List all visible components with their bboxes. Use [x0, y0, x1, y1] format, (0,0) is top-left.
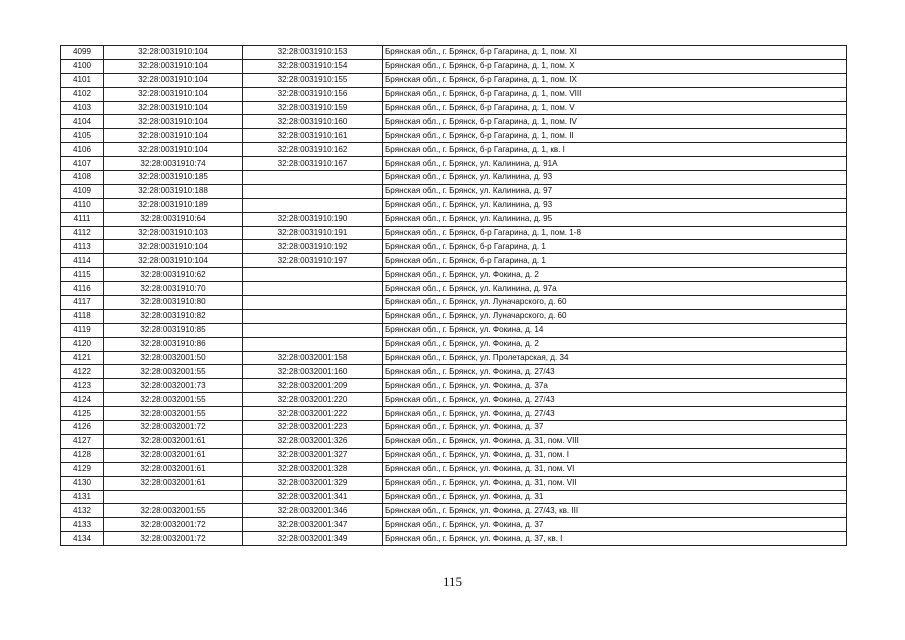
- row-number-cell: 4130: [61, 476, 104, 490]
- address-cell: Брянская обл., г. Брянск, б-р Гагарина, д. 1, пом. X: [383, 59, 847, 73]
- address-cell: Брянская обл., г. Брянск, ул. Калинина, д. 97а: [383, 282, 847, 296]
- table-row: [61, 143, 847, 157]
- parent-cadastral-number-cell: 32:28:0032001:55: [104, 504, 243, 518]
- parent-cadastral-number-cell: 32:28:0031910:104: [104, 101, 243, 115]
- row-number-cell: 4101: [61, 73, 104, 87]
- address-cell: Брянская обл., г. Брянск, б-р Гагарина, д. 1, пом. IV: [383, 115, 847, 129]
- address-cell: Брянская обл., г. Брянск, ул. Пролетарская, д. 34: [383, 351, 847, 365]
- address-cell: Брянская обл., г. Брянск, б-р Гагарина, д. 1, пом. XI: [383, 46, 847, 60]
- address-cell: Брянская обл., г. Брянск, ул. Фокина, д. 37: [383, 421, 847, 435]
- row-number-cell: 4126: [61, 421, 104, 435]
- address-cell: Брянская обл., г. Брянск, ул. Калинина, д. 93: [383, 171, 847, 185]
- parent-cadastral-number-cell: 32:28:0031910:62: [104, 268, 243, 282]
- address-cell: Брянская обл., г. Брянск, ул. Калинина, д. 95: [383, 212, 847, 226]
- table-row: [61, 434, 847, 448]
- cadastral-number-cell: 32:28:0031910:161: [243, 129, 383, 143]
- table-body: [61, 46, 847, 546]
- address-cell: Брянская обл., г. Брянск, б-р Гагарина, д. 1: [383, 240, 847, 254]
- cadastral-number-cell: 32:28:0032001:223: [243, 421, 383, 435]
- parent-cadastral-number-cell: 32:28:0032001:61: [104, 448, 243, 462]
- row-number-cell: 4133: [61, 518, 104, 532]
- cadastral-number-cell: 32:28:0031910:156: [243, 87, 383, 101]
- address-cell: Брянская обл., г. Брянск, ул. Луначарского, д. 60: [383, 309, 847, 323]
- row-number-cell: 4114: [61, 254, 104, 268]
- table-row: [61, 171, 847, 185]
- address-cell: Брянская обл., г. Брянск, б-р Гагарина, д. 1, пом. II: [383, 129, 847, 143]
- parent-cadastral-number-cell: 32:28:0031910:104: [104, 59, 243, 73]
- cadastral-number-cell: 32:28:0031910:155: [243, 73, 383, 87]
- parent-cadastral-number-cell: 32:28:0031910:104: [104, 73, 243, 87]
- table-row: [61, 212, 847, 226]
- table-row: [61, 421, 847, 435]
- cadastral-number-cell: 32:28:0031910:190: [243, 212, 383, 226]
- cadastral-number-cell: 32:28:0032001:329: [243, 476, 383, 490]
- address-cell: Брянская обл., г. Брянск, ул. Фокина, д. 27/43: [383, 407, 847, 421]
- cadastral-number-cell: 32:28:0031910:192: [243, 240, 383, 254]
- parent-cadastral-number-cell: 32:28:0032001:72: [104, 532, 243, 546]
- address-cell: Брянская обл., г. Брянск, ул. Фокина, д. 31, пом. VI: [383, 462, 847, 476]
- cadastral-number-cell: [243, 309, 383, 323]
- row-number-cell: 4134: [61, 532, 104, 546]
- table-row: [61, 407, 847, 421]
- row-number-cell: 4115: [61, 268, 104, 282]
- table-row: [61, 365, 847, 379]
- table-row: [61, 323, 847, 337]
- address-cell: Брянская обл., г. Брянск, ул. Фокина, д. 27/43: [383, 393, 847, 407]
- cadastral-number-cell: [243, 171, 383, 185]
- row-number-cell: 4116: [61, 282, 104, 296]
- table-row: [61, 462, 847, 476]
- address-cell: Брянская обл., г. Брянск, б-р Гагарина, д. 1, пом. VIII: [383, 87, 847, 101]
- row-number-cell: 4125: [61, 407, 104, 421]
- cadastral-number-cell: [243, 323, 383, 337]
- page-number: 115: [442, 574, 463, 589]
- cadastral-number-cell: [243, 268, 383, 282]
- cadastral-number-cell: [243, 296, 383, 310]
- cadastral-number-cell: [243, 184, 383, 198]
- row-number-cell: 4110: [61, 198, 104, 212]
- row-number-cell: 4129: [61, 462, 104, 476]
- address-cell: Брянская обл., г. Брянск, ул. Фокина, д. 37: [383, 518, 847, 532]
- cadastral-number-cell: 32:28:0031910:197: [243, 254, 383, 268]
- row-number-cell: 4123: [61, 379, 104, 393]
- row-number-cell: 4117: [61, 296, 104, 310]
- table-row: [61, 518, 847, 532]
- cadastral-number-cell: [243, 282, 383, 296]
- table-row: [61, 490, 847, 504]
- table-row: [61, 59, 847, 73]
- parent-cadastral-number-cell: 32:28:0031910:86: [104, 337, 243, 351]
- cadastral-number-cell: 32:28:0032001:222: [243, 407, 383, 421]
- parent-cadastral-number-cell: 32:28:0031910:82: [104, 309, 243, 323]
- parent-cadastral-number-cell: 32:28:0031910:74: [104, 157, 243, 171]
- cadastral-number-cell: 32:28:0032001:346: [243, 504, 383, 518]
- parent-cadastral-number-cell: 32:28:0032001:73: [104, 379, 243, 393]
- parent-cadastral-number-cell: 32:28:0031910:80: [104, 296, 243, 310]
- address-cell: Брянская обл., г. Брянск, ул. Фокина, д. 31: [383, 490, 847, 504]
- table-row: [61, 379, 847, 393]
- table-row: [61, 240, 847, 254]
- parent-cadastral-number-cell: 32:28:0031910:103: [104, 226, 243, 240]
- row-number-cell: 4119: [61, 323, 104, 337]
- row-number-cell: 4108: [61, 171, 104, 185]
- row-number-cell: 4127: [61, 434, 104, 448]
- address-cell: Брянская обл., г. Брянск, б-р Гагарина, д. 1, пом. V: [383, 101, 847, 115]
- table-row: [61, 129, 847, 143]
- parent-cadastral-number-cell: 32:28:0032001:55: [104, 407, 243, 421]
- parent-cadastral-number-cell: 32:28:0031910:64: [104, 212, 243, 226]
- cadastral-number-cell: 32:28:0031910:153: [243, 46, 383, 60]
- cadastral-number-cell: 32:28:0031910:159: [243, 101, 383, 115]
- table-row: [61, 282, 847, 296]
- table-row: [61, 198, 847, 212]
- cadastral-number-cell: 32:28:0032001:347: [243, 518, 383, 532]
- cadastral-number-cell: [243, 337, 383, 351]
- row-number-cell: 4099: [61, 46, 104, 60]
- address-cell: Брянская обл., г. Брянск, б-р Гагарина, д. 1, кв. I: [383, 143, 847, 157]
- row-number-cell: 4106: [61, 143, 104, 157]
- table-row: [61, 226, 847, 240]
- parent-cadastral-number-cell: 32:28:0032001:55: [104, 393, 243, 407]
- table-row: [61, 393, 847, 407]
- parent-cadastral-number-cell: 32:28:0031910:104: [104, 240, 243, 254]
- cadastral-number-cell: [243, 198, 383, 212]
- parent-cadastral-number-cell: 32:28:0031910:85: [104, 323, 243, 337]
- parent-cadastral-number-cell: 32:28:0031910:104: [104, 254, 243, 268]
- address-cell: Брянская обл., г. Брянск, ул. Фокина, д. 37а: [383, 379, 847, 393]
- parent-cadastral-number-cell: 32:28:0031910:189: [104, 198, 243, 212]
- table-row: [61, 351, 847, 365]
- table-row: [61, 448, 847, 462]
- address-cell: Брянская обл., г. Брянск, ул. Луначарского, д. 60: [383, 296, 847, 310]
- row-number-cell: 4121: [61, 351, 104, 365]
- table-row: [61, 87, 847, 101]
- address-cell: Брянская обл., г. Брянск, ул. Фокина, д. 2: [383, 268, 847, 282]
- cadastral-number-cell: 32:28:0031910:162: [243, 143, 383, 157]
- address-cell: Брянская обл., г. Брянск, б-р Гагарина, д. 1: [383, 254, 847, 268]
- parent-cadastral-number-cell: 32:28:0031910:188: [104, 184, 243, 198]
- row-number-cell: 4122: [61, 365, 104, 379]
- address-cell: Брянская обл., г. Брянск, ул. Калинина, д. 91А: [383, 157, 847, 171]
- row-number-cell: 4104: [61, 115, 104, 129]
- cadastral-number-cell: 32:28:0032001:326: [243, 434, 383, 448]
- parent-cadastral-number-cell: 32:28:0031910:104: [104, 46, 243, 60]
- cadastral-number-cell: 32:28:0031910:154: [243, 59, 383, 73]
- address-cell: Брянская обл., г. Брянск, ул. Фокина, д. 31, пом. I: [383, 448, 847, 462]
- cadastral-number-cell: 32:28:0032001:220: [243, 393, 383, 407]
- row-number-cell: 4103: [61, 101, 104, 115]
- table-row: [61, 46, 847, 60]
- table-row: [61, 73, 847, 87]
- row-number-cell: 4112: [61, 226, 104, 240]
- table-row: [61, 337, 847, 351]
- table-row: [61, 115, 847, 129]
- property-register-table: [60, 45, 847, 546]
- row-number-cell: 4132: [61, 504, 104, 518]
- table-row: [61, 184, 847, 198]
- row-number-cell: 4109: [61, 184, 104, 198]
- cadastral-number-cell: 32:28:0032001:160: [243, 365, 383, 379]
- parent-cadastral-number-cell: 32:28:0032001:72: [104, 421, 243, 435]
- row-number-cell: 4120: [61, 337, 104, 351]
- row-number-cell: 4111: [61, 212, 104, 226]
- row-number-cell: 4131: [61, 490, 104, 504]
- parent-cadastral-number-cell: 32:28:0032001:61: [104, 434, 243, 448]
- row-number-cell: 4124: [61, 393, 104, 407]
- cadastral-number-cell: 32:28:0032001:158: [243, 351, 383, 365]
- address-cell: Брянская обл., г. Брянск, ул. Фокина, д. 2: [383, 337, 847, 351]
- parent-cadastral-number-cell: 32:28:0032001:50: [104, 351, 243, 365]
- address-cell: Брянская обл., г. Брянск, ул. Калинина, д. 93: [383, 198, 847, 212]
- parent-cadastral-number-cell: 32:28:0032001:61: [104, 476, 243, 490]
- address-cell: Брянская обл., г. Брянск, ул. Калинина, д. 97: [383, 184, 847, 198]
- table-row: [61, 157, 847, 171]
- row-number-cell: 4128: [61, 448, 104, 462]
- row-number-cell: 4107: [61, 157, 104, 171]
- parent-cadastral-number-cell: 32:28:0031910:185: [104, 171, 243, 185]
- cadastral-number-cell: 32:28:0031910:167: [243, 157, 383, 171]
- parent-cadastral-number-cell: 32:28:0031910:104: [104, 129, 243, 143]
- parent-cadastral-number-cell: [104, 490, 243, 504]
- address-cell: Брянская обл., г. Брянск, ул. Фокина, д. 31, пом. VII: [383, 476, 847, 490]
- parent-cadastral-number-cell: 32:28:0031910:70: [104, 282, 243, 296]
- row-number-cell: 4113: [61, 240, 104, 254]
- address-cell: Брянская обл., г. Брянск, ул. Фокина, д. 27/43, кв. III: [383, 504, 847, 518]
- address-cell: Брянская обл., г. Брянск, ул. Фокина, д. 31, пом. VIII: [383, 434, 847, 448]
- address-cell: Брянская обл., г. Брянск, б-р Гагарина, д. 1, пом. 1-8: [383, 226, 847, 240]
- cadastral-number-cell: 32:28:0031910:160: [243, 115, 383, 129]
- cadastral-number-cell: 32:28:0031910:191: [243, 226, 383, 240]
- table-row: [61, 296, 847, 310]
- table-row: [61, 101, 847, 115]
- table-row: [61, 254, 847, 268]
- parent-cadastral-number-cell: 32:28:0031910:104: [104, 115, 243, 129]
- row-number-cell: 4105: [61, 129, 104, 143]
- table-row: [61, 504, 847, 518]
- address-cell: Брянская обл., г. Брянск, ул. Фокина, д. 37, кв. I: [383, 532, 847, 546]
- table-row: [61, 268, 847, 282]
- parent-cadastral-number-cell: 32:28:0031910:104: [104, 87, 243, 101]
- row-number-cell: 4118: [61, 309, 104, 323]
- parent-cadastral-number-cell: 32:28:0032001:61: [104, 462, 243, 476]
- row-number-cell: 4100: [61, 59, 104, 73]
- cadastral-number-cell: 32:28:0032001:328: [243, 462, 383, 476]
- row-number-cell: 4102: [61, 87, 104, 101]
- parent-cadastral-number-cell: 32:28:0031910:104: [104, 143, 243, 157]
- table-row: [61, 309, 847, 323]
- address-cell: Брянская обл., г. Брянск, ул. Фокина, д. 14: [383, 323, 847, 337]
- address-cell: Брянская обл., г. Брянск, б-р Гагарина, д. 1, пом. IX: [383, 73, 847, 87]
- cadastral-number-cell: 32:28:0032001:209: [243, 379, 383, 393]
- cadastral-number-cell: 32:28:0032001:341: [243, 490, 383, 504]
- cadastral-number-cell: 32:28:0032001:349: [243, 532, 383, 546]
- address-cell: Брянская обл., г. Брянск, ул. Фокина, д. 27/43: [383, 365, 847, 379]
- table-row: [61, 532, 847, 546]
- parent-cadastral-number-cell: 32:28:0032001:55: [104, 365, 243, 379]
- cadastral-number-cell: 32:28:0032001:327: [243, 448, 383, 462]
- parent-cadastral-number-cell: 32:28:0032001:72: [104, 518, 243, 532]
- table-row: [61, 476, 847, 490]
